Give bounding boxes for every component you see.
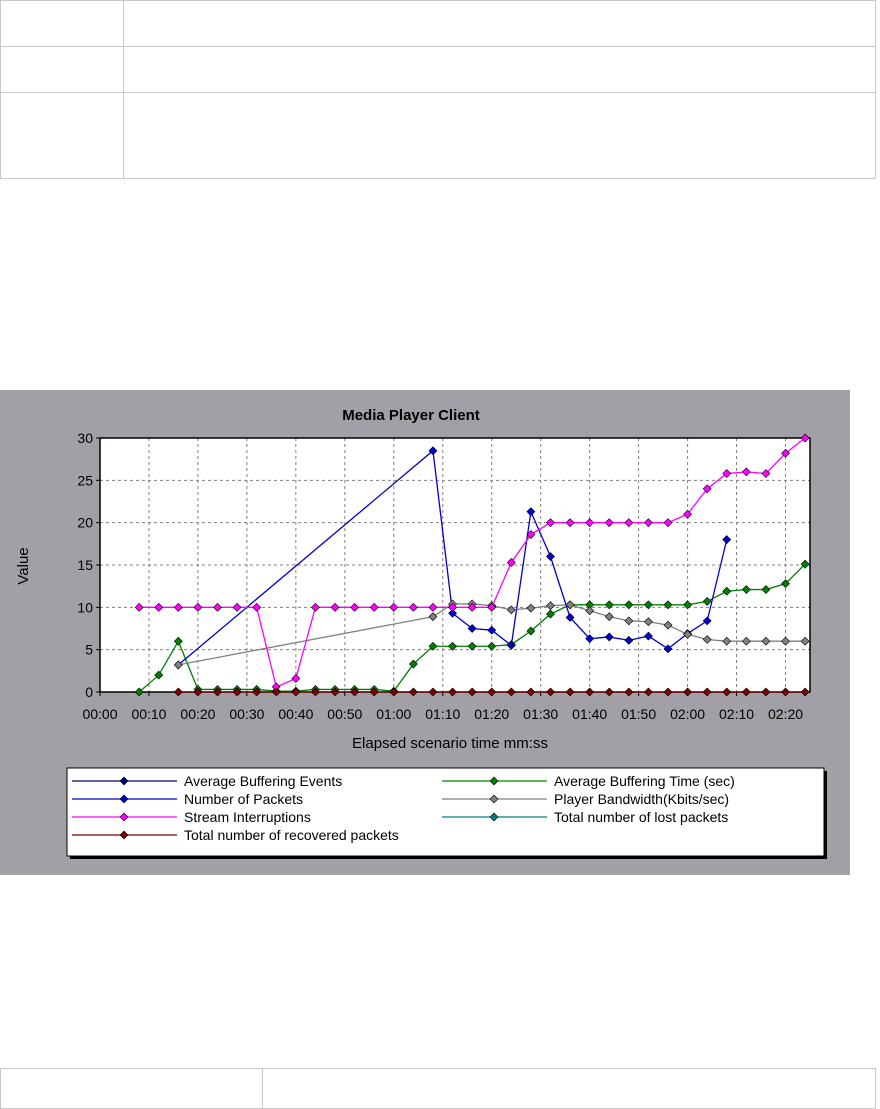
y-tick-label: 30 xyxy=(77,430,93,446)
x-tick-label: 02:20 xyxy=(767,706,804,722)
table-cell xyxy=(263,1069,876,1109)
legend-label: Stream Interruptions xyxy=(184,809,311,825)
y-tick-label: 10 xyxy=(77,599,93,616)
x-tick-label: 00:50 xyxy=(327,706,363,722)
x-tick-label: 01:40 xyxy=(572,706,608,722)
legend-label: Total number of recovered packets xyxy=(184,827,399,843)
legend-label: Total number of lost packets xyxy=(554,809,729,825)
x-tick-label: 02:10 xyxy=(719,706,755,722)
table-row xyxy=(1,93,876,179)
x-tick-label: 02:00 xyxy=(670,706,706,722)
y-tick-label: 5 xyxy=(85,641,93,658)
table-row xyxy=(1,1069,876,1109)
y-tick-label: 0 xyxy=(85,684,93,700)
x-tick-label: 01:50 xyxy=(621,706,657,722)
x-tick-label: 01:10 xyxy=(425,706,461,722)
x-tick-label: 01:30 xyxy=(523,706,559,722)
table-cell xyxy=(124,93,876,179)
legend-label: Player Bandwidth(Kbits/sec) xyxy=(554,791,730,807)
table-cell xyxy=(1,93,124,179)
table-cell xyxy=(1,47,124,93)
chart-svg xyxy=(0,390,850,875)
plot-area xyxy=(77,430,810,722)
x-tick-label: 00:40 xyxy=(278,706,314,722)
x-tick-label: 01:20 xyxy=(474,706,510,722)
table-row xyxy=(1,1,876,47)
y-tick-label: 15 xyxy=(77,557,93,573)
bottom-table xyxy=(0,1068,876,1109)
x-tick-label: 00:10 xyxy=(131,706,167,722)
x-tick-label: 00:30 xyxy=(229,706,265,722)
chart-title: Media Player Client xyxy=(342,407,480,424)
legend-label: Average Buffering Events xyxy=(184,773,343,789)
table-cell xyxy=(124,47,876,93)
x-tick-label: 00:00 xyxy=(82,706,118,722)
table-cell xyxy=(124,1,876,47)
y-tick-label: 25 xyxy=(77,472,93,489)
x-tick-label: 01:00 xyxy=(376,706,412,722)
top-table xyxy=(0,0,876,179)
legend-label: Average Buffering Time (sec) xyxy=(554,773,735,789)
table-row xyxy=(1,47,876,93)
legend-label: Number of Packets xyxy=(184,791,304,807)
x-tick-label: 00:20 xyxy=(180,706,216,722)
legend xyxy=(67,768,827,859)
y-axis-label: Value xyxy=(15,547,32,585)
x-axis-label: Elapsed scenario time mm:ss xyxy=(352,735,548,752)
chart-panel xyxy=(0,390,850,875)
table-cell xyxy=(1,1069,263,1109)
y-tick-label: 20 xyxy=(77,514,93,531)
table-cell xyxy=(1,1,124,47)
